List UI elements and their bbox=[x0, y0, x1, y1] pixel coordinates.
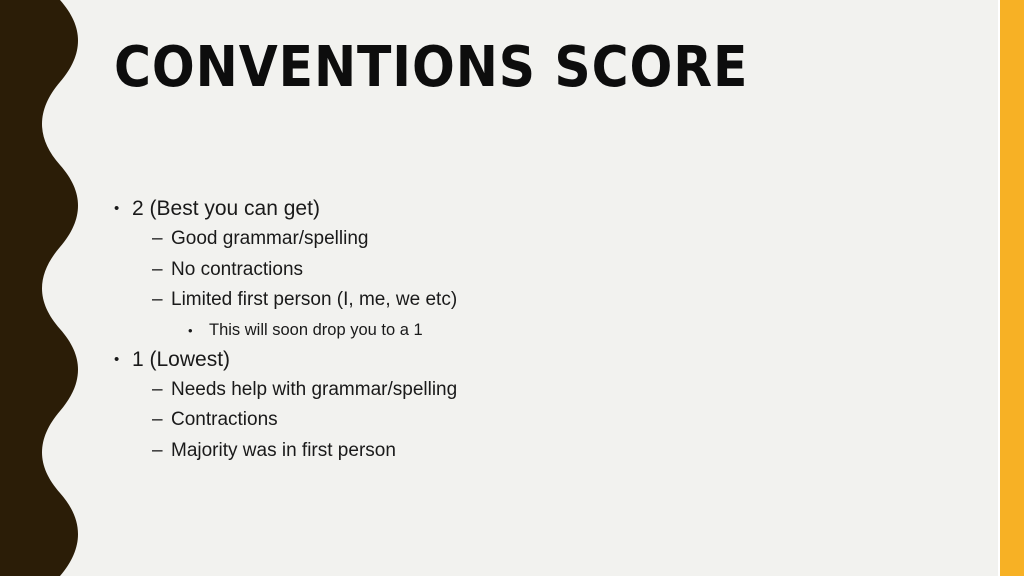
sub-bullet-item bbox=[112, 405, 972, 436]
bullet-item bbox=[112, 345, 972, 375]
sub-bullet-item bbox=[112, 375, 972, 406]
bullet-text: 1 (Lowest) bbox=[132, 347, 231, 371]
bullet-dot-icon: • bbox=[114, 350, 120, 368]
sub-bullet-text: Good grammar/spelling bbox=[171, 228, 369, 249]
sub-bullet-text: Needs help with grammar/spelling bbox=[171, 378, 458, 400]
sub-bullet-text: No contractions bbox=[171, 258, 304, 280]
sub-sub-bullet-item bbox=[112, 316, 972, 345]
dash-icon: – bbox=[152, 258, 163, 280]
dash-icon: – bbox=[152, 409, 163, 430]
bullet-dot-icon: • bbox=[114, 200, 120, 217]
sub-bullet-item bbox=[112, 255, 972, 286]
sub-bullet-text: Contractions bbox=[171, 409, 278, 430]
wavy-left-band bbox=[0, 0, 120, 576]
bullet-list bbox=[112, 194, 972, 466]
sub-bullet-item bbox=[112, 285, 972, 316]
sub-bullet-item bbox=[112, 436, 972, 467]
slide-title: CONVENTIONS SCORE bbox=[114, 35, 749, 100]
dash-icon: – bbox=[152, 228, 163, 249]
sub-bullet-item bbox=[112, 224, 972, 255]
dash-icon: – bbox=[152, 378, 163, 400]
bullet-text: 2 (Best you can get) bbox=[132, 197, 320, 220]
bullet-dot-icon: • bbox=[188, 322, 193, 338]
sub-bullet-text: Majority was in first person bbox=[171, 439, 396, 461]
accent-bar bbox=[1000, 0, 1024, 576]
dash-icon: – bbox=[152, 289, 163, 310]
sub-sub-bullet-text: This will soon drop you to a 1 bbox=[209, 320, 423, 339]
sub-bullet-text: Limited first person (I, me, we etc) bbox=[171, 289, 458, 310]
bullet-item bbox=[112, 194, 972, 224]
dash-icon: – bbox=[152, 439, 163, 461]
